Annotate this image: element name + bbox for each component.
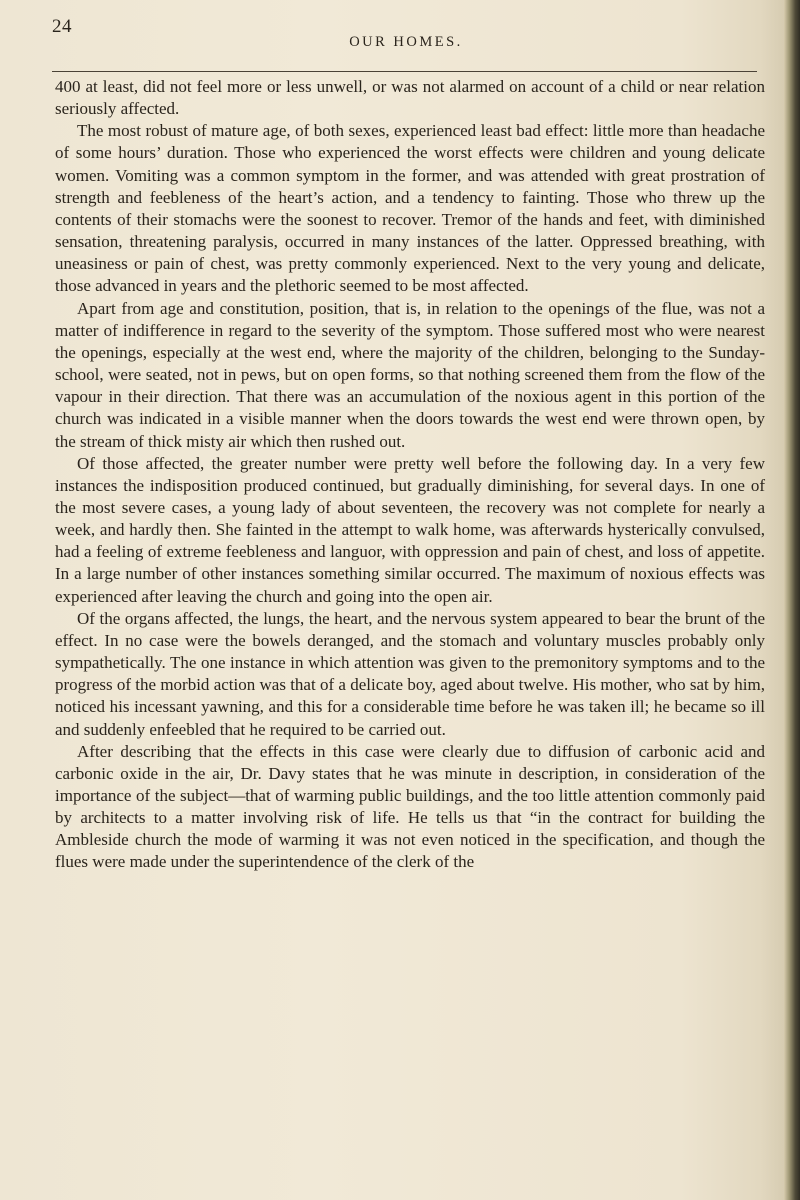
- page-number: 24: [52, 16, 72, 37]
- page-binding-edge: [784, 0, 800, 1200]
- body-text: [55, 76, 765, 874]
- paragraph-position-openings: Apart from age and constitution, position, that is, in relation to the openings of the flue, was not a matter of indifference in regard to the severity of the symptom. Those suffered most who were nearest the openings, especially at the west end, where the majority of the children, belonging to the Sunday-school, were seated, not in pews, but on open forms, so that nothing screened them from the flow of the vapour in their direction. That there was an accumulation of the noxious agent in this portion of the church was indicated in a visible manner when the doors towards the west end were thrown open, by the stream of thick misty air which then rushed out.: [55, 298, 765, 451]
- paragraph-organs-affected: Of the organs affected, the lungs, the heart, and the nervous system appeared to bear the brunt of the effect. In no case were the bowels deranged, and the stomach and voluntary muscles probably only sympathetically. The one instance in which attention was given to the premonitory symptoms and to the progress of the morbid action was that of a delicate boy, aged about twelve. His mother, who sat by him, noticed his incessant yawning, and this for a considerable time before he was taken ill; he became so ill and suddenly enfeebled that he required to be carried out.: [55, 608, 765, 739]
- page-header: [52, 12, 760, 72]
- paragraph-continuation: 400 at least, did not feel more or less unwell, or was not alarmed on account of a child or near relation seriously affected.: [55, 77, 765, 119]
- paragraph-dr-davy: After describing that the effects in this case were clearly due to diffusion of carbonic acid and carbonic oxide in the air, Dr. Davy states that he was minute in description, in consideration of the importance of the subject—that of warming public buildings, and the too little attention commonly paid by architects to a matter involving risk of life. He tells us that “in the contract for building the Ambleside church the mode of warming it was not even noticed in the specification, and though the flues were made under the superintendence of the clerk of the: [55, 741, 765, 872]
- paragraph-robust-mature-age: The most robust of mature age, of both sexes, experienced least bad effect: little more than headache of some hours’ duration. Those who experienced the worst effects were children and young delicate women. Vomiting was a common symptom in the former, and was attended with great prostration of strength and feebleness of the heart’s action, and a tendency to fainting. Those who threw up the contents of their stomachs were the soonest to recover. Tremor of the hands and feet, with diminished sensation, threatening paralysis, occurred in many instances of the latter. Oppressed breathing, with uneasiness or pain of chest, was pretty commonly experienced. Next to the very young and delicate, those advanced in years and the plethoric seemed to be most affected.: [55, 121, 765, 296]
- running-head: OUR HOMES.: [349, 34, 463, 50]
- paragraph-recovery: Of those affected, the greater number were pretty well before the following day. In a very few instances the indisposition produced continued, but gradually diminishing, for several days. In one of the most severe cases, a young lady of about seventeen, the recovery was not complete for nearly a week, and hardly then. She fainted in the attempt to walk home, was afterwards hysterically convulsed, had a feeling of extreme feebleness and languor, with oppression and pain of chest, and loss of appetite. In a large number of other instances something similar occurred. The maximum of noxious effects was experienced after leaving the church and going into the open air.: [55, 453, 765, 606]
- header-rule: [52, 71, 757, 72]
